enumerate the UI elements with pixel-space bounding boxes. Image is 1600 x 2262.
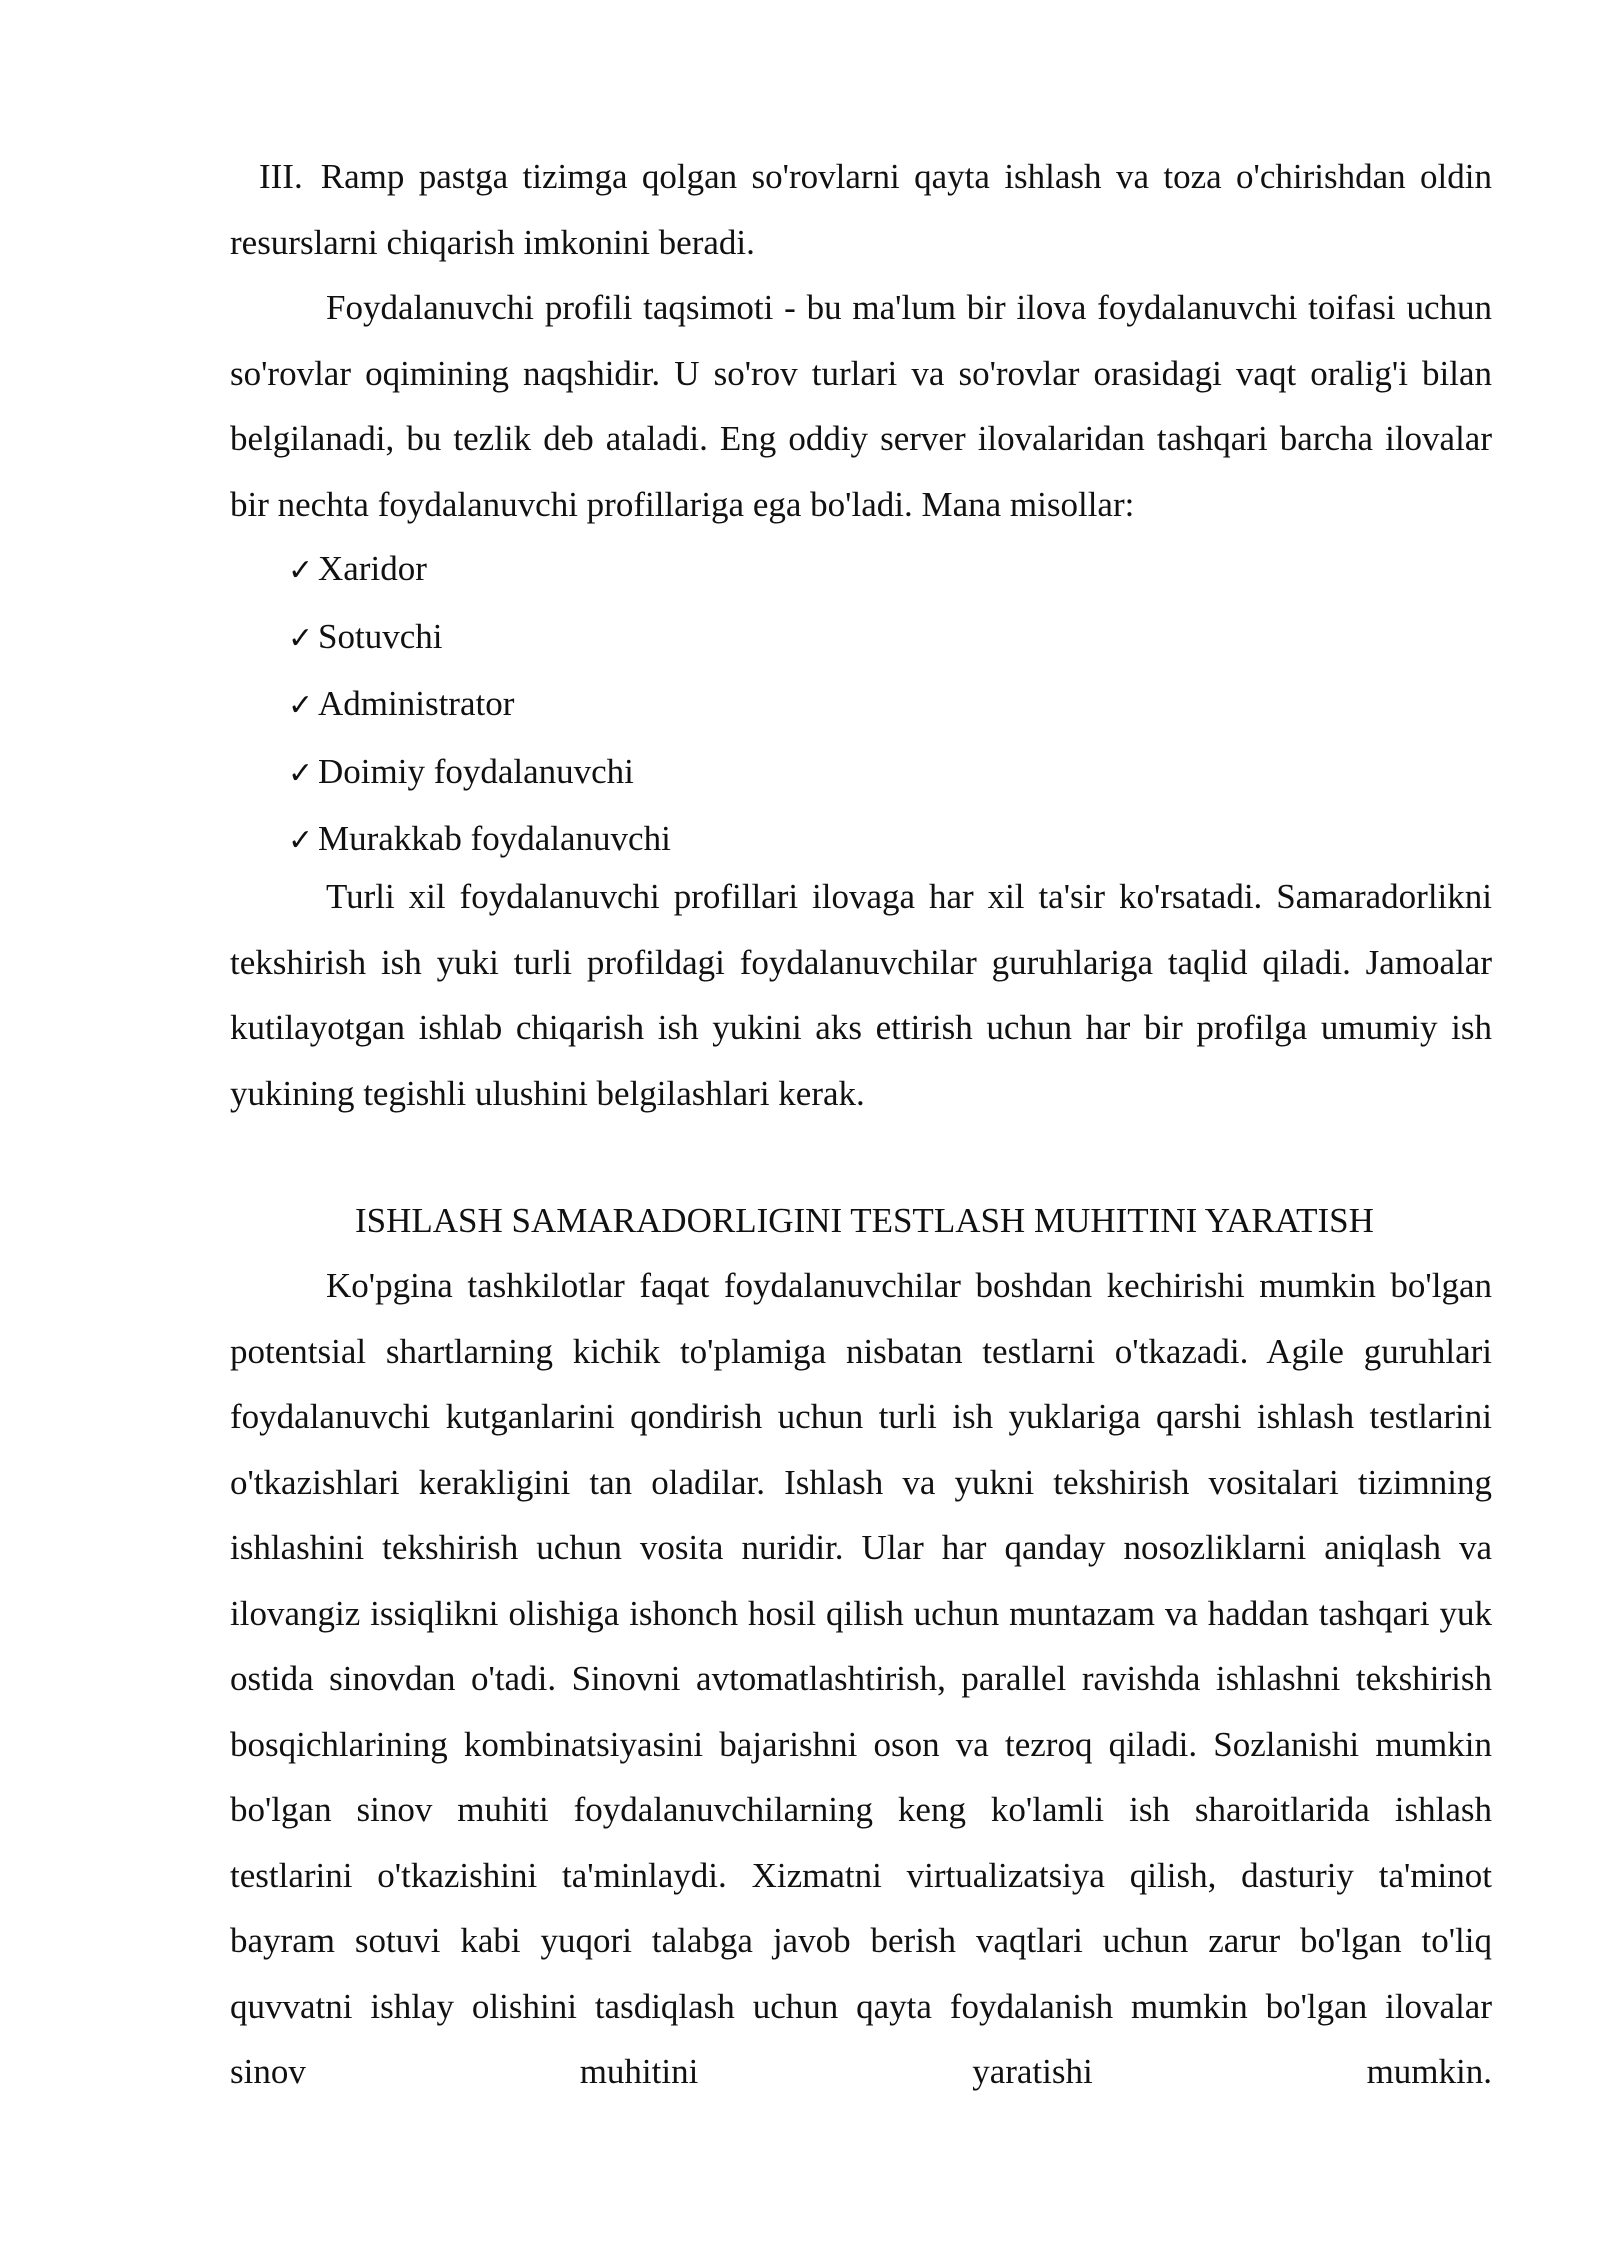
checkmark-icon: ✓ — [288, 620, 314, 656]
checkmark-icon: ✓ — [288, 755, 314, 791]
checklist-item-label: Administrator — [318, 684, 515, 723]
checkmark-icon: ✓ — [288, 553, 314, 588]
checklist-item-label: Xaridor — [318, 549, 427, 588]
checklist-item-label: Murakkab foydalanuvchi — [318, 819, 671, 858]
paragraph-test-environment: Ko'pgina tashkilotlar faqat foydalanuvchilar boshdan kechirishi mumkin bo'lgan potentsial shartlarning kichik to'plamiga nisbatan testlarni o'tkazadi. Agile guruhlari foydalanuvchi kutganlarini qondirish uchun turli ish yuklariga qarshi ishlash testlarini o'tkazishlari kerakligini tan oladilar. Ishlash va yukni tekshirish vositalari tizimning ishlashini tekshirish uchun vosita nuridir. Ular har qanday nosozliklarni aniqlash va ilovangiz issiqlikni olishiga ishonch hosil qilish uchun muntazam va haddan tashqari yuk ostida sinovdan o'tadi. Sinovni avtomatlashtirish, parallel ravishda ishlashni tekshirish bosqichlarining kombinatsiyasini bajarishni oson va tezroq qiladi. Sozlanishi mumkin bo'lgan sinov muhiti foydalanuvchilarning keng ko'lamli ish sharoitlarida ishlash testlarini o'tkazishini ta'minlaydi. Xizmatni virtualizatsiya qilish, dasturiy ta'minot bayram sotuvi kabi yuqori talabga javob berish vaqtlari uchun zarur bo'lgan to'liq quvvatni ishlay olishini tasdiqlash uchun qayta foydalanish mumkin bo'lgan ilovalar sinov muhitini yaratishi mumkin. — [230, 1266, 1492, 2091]
checklist-item — [288, 536, 671, 604]
checklist-item-label: Sotuvchi — [318, 616, 443, 656]
paragraph-profile-impact: Turli xil foydalanuvchi profillari ilovaga har xil ta'sir ko'rsatadi. Samaradorlikni tekshirish ish yuki turli profildagi foydalanuvchilar guruhlariga taqlid qiladi. Jamoalar kutilayotgan ishlab chiqarish ish yukini aks ettirish uchun har bir profilga umumiy ish yukining tegishli ulushini belgilashlari kerak. — [230, 877, 1492, 1113]
checklist-item — [288, 739, 671, 807]
checklist — [288, 536, 671, 874]
checklist-item — [288, 671, 671, 739]
numbered-item — [230, 144, 1492, 275]
item-number: III. — [259, 157, 303, 196]
checklist-item-label: Doimiy foydalanuvchi — [318, 751, 634, 791]
checklist-item — [288, 604, 671, 672]
checkmark-icon: ✓ — [288, 688, 314, 723]
paragraph-user-profiles: Foydalanuvchi profili taqsimoti - bu ma'lum bir ilova foydalanuvchi toifasi uchun so'rovlar oqimining naqshidir. U so'rov turlari va so'rovlar orasidagi vaqt oralig'i bilan belgilanadi, bu tezlik deb ataladi. Eng oddiy server ilovalaridan tashqari barcha ilovalar bir nechta foydalanuvchi profillariga ega bo'ladi. Mana misollar: — [230, 288, 1492, 524]
section-heading: ISHLASH SAMARADORLIGINI TESTLASH MUHITINI YARATISH — [355, 1201, 1374, 1240]
item-text: Ramp pastga tizimga qolgan so'rovlarni qayta ishlash va toza o'chirishdan oldin resurslarni chiqarish imkonini beradi. — [230, 157, 1492, 262]
checkmark-icon: ✓ — [288, 823, 314, 858]
